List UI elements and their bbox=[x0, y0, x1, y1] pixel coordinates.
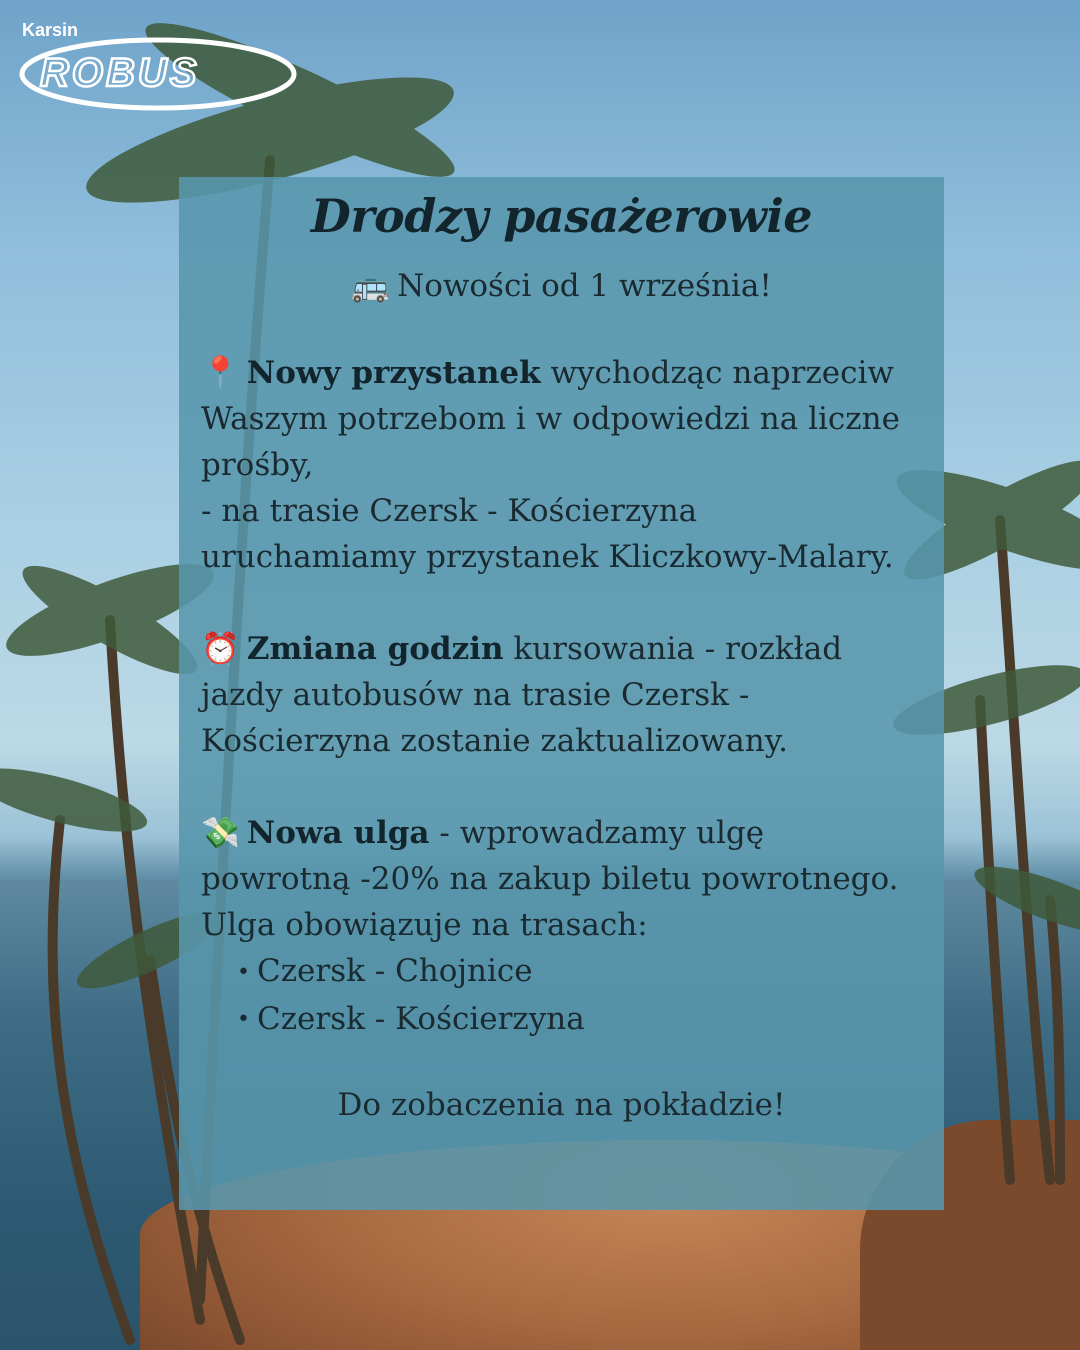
page-title: Drodzy pasażerowie bbox=[310, 189, 813, 243]
section-schedule-change bbox=[201, 626, 922, 764]
section-schedule-heading: Zmiana godzin bbox=[246, 631, 504, 667]
section-new-stop-heading: Nowy przystanek bbox=[246, 355, 541, 391]
subtitle-text: Nowości od 1 września! bbox=[397, 268, 772, 304]
section-new-stop bbox=[201, 350, 922, 580]
robus-logo bbox=[18, 16, 298, 112]
closing-text: Do zobaczenia na pokładzie! bbox=[337, 1087, 786, 1123]
money-wings-icon: 💸 bbox=[201, 815, 240, 851]
list-item: • Czersk - Chojnice bbox=[259, 948, 922, 996]
subtitle bbox=[201, 267, 922, 304]
section-discount-heading: Nowa ulga bbox=[246, 815, 430, 851]
section-discount-text: - wprowadzamy ulgę powrotną -20% na zakup biletu powrotnego. Ulga obowiązuje na trasach: bbox=[201, 815, 899, 943]
section-new-discount bbox=[201, 810, 922, 1043]
bus-icon: 🚌 bbox=[351, 268, 390, 304]
alarm-clock-icon: ⏰ bbox=[201, 631, 240, 667]
section-new-stop-text2: - na trasie Czersk - Kościerzyna uruchamiamy przystanek Kliczkowy-Malary. bbox=[201, 493, 894, 575]
section-new-stop-text: wychodząc naprzeciw Waszym potrzebom i w odpowiedzi na liczne prośby, bbox=[201, 355, 900, 483]
list-item: • Czersk - Kościerzyna bbox=[259, 996, 922, 1044]
announcement-panel bbox=[179, 177, 944, 1210]
routes-list bbox=[201, 948, 922, 1043]
pin-icon: 📍 bbox=[201, 355, 240, 391]
logo-main-text: ROBUS bbox=[40, 51, 200, 95]
section-schedule-text: kursowania - rozkład jazdy autobusów na trasie Czersk - Kościerzyna zostanie zaktualizowany. bbox=[201, 631, 843, 759]
logo-top-text: Karsin bbox=[22, 20, 79, 40]
